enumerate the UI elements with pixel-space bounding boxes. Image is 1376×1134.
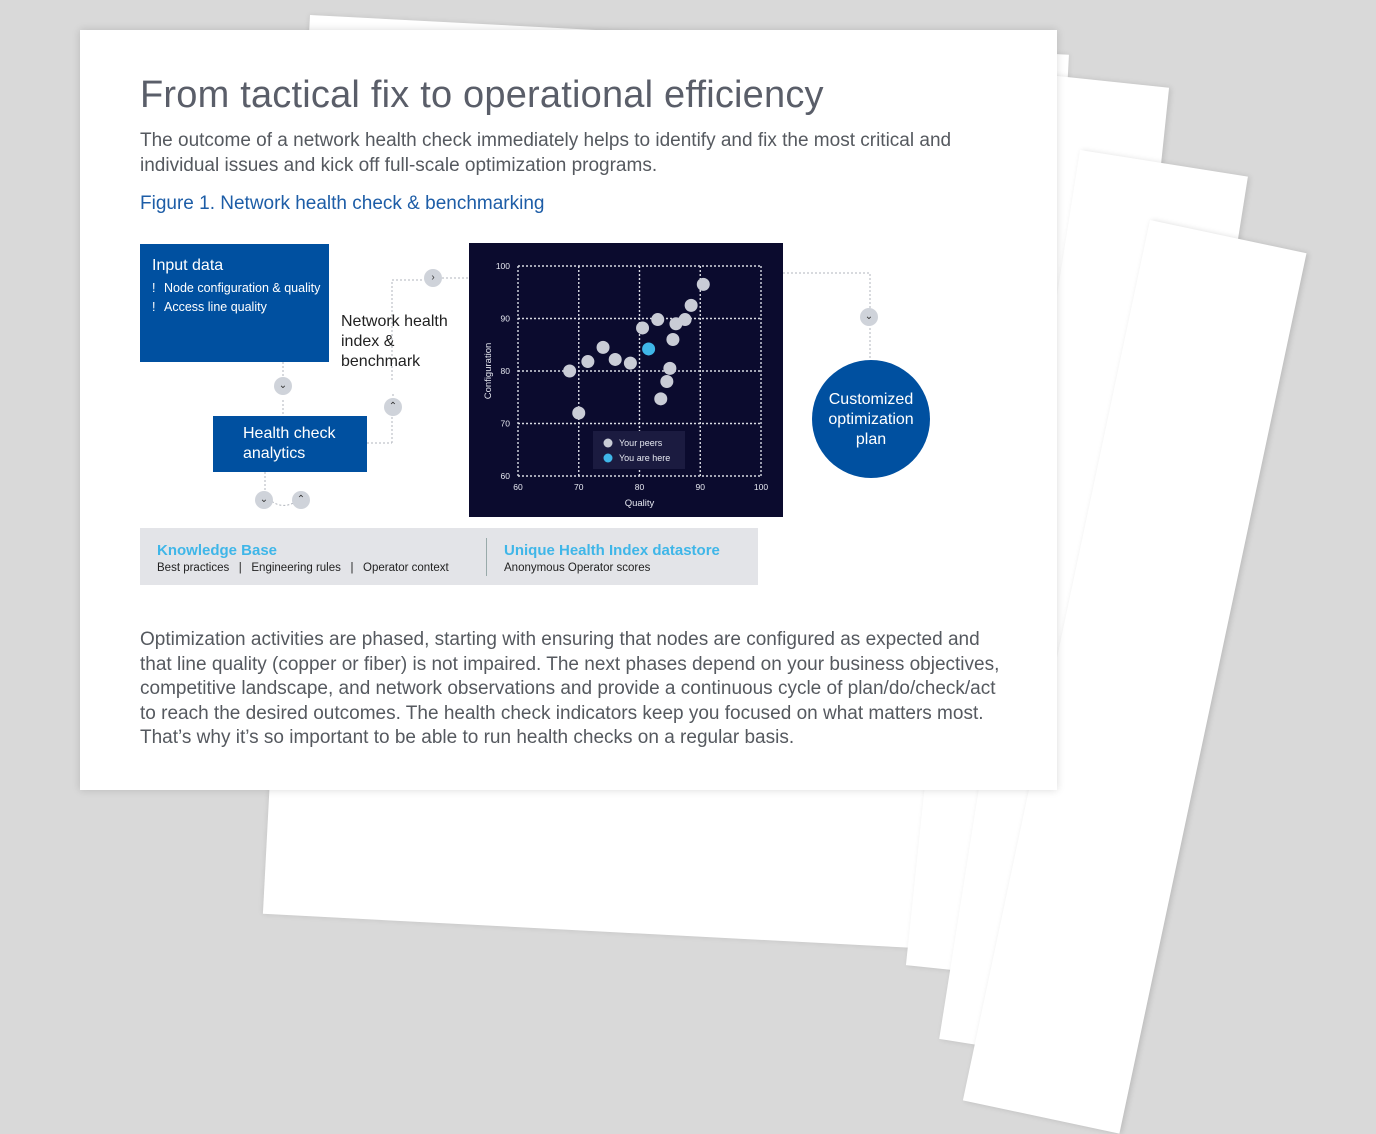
knowledge-base-subtitle: Best practices | Engineering rules | Operator context bbox=[157, 562, 449, 574]
page-title: From tactical fix to operational efficiency bbox=[140, 74, 824, 116]
x-tick-label: 80 bbox=[634, 482, 645, 492]
input-data-title: Input data bbox=[152, 257, 224, 274]
you-are-here-point bbox=[642, 342, 655, 355]
peer-point bbox=[654, 392, 667, 405]
chevron-down-icon: ⌄ bbox=[860, 308, 878, 326]
chevron-right-icon: › bbox=[424, 269, 442, 287]
y-axis-label: Configuration bbox=[483, 342, 494, 400]
bullet-icon: ! bbox=[152, 300, 156, 314]
legend-box bbox=[593, 431, 685, 469]
scatter-plot bbox=[469, 243, 783, 517]
peer-point bbox=[624, 357, 637, 370]
body-paragraph: Optimization activities are phased, starting with ensuring that nodes are configured as expected and that line quality (copper or fiber) is not impaired. The next phases depend on your business objectives, competitive landscape, and network observations and provide a continuous cycle of plan/do/check/act to reach the desired outcomes. The health check indicators keep you focused on what matters most. That’s why it’s so important to be able to run health checks on a regular basis. bbox=[140, 629, 1000, 748]
optimization-plan-circle bbox=[812, 360, 930, 478]
x-tick-label: 90 bbox=[695, 482, 705, 492]
x-tick-label: 70 bbox=[574, 482, 584, 492]
divider bbox=[486, 538, 487, 576]
knowledge-base-title: Knowledge Base bbox=[157, 542, 278, 559]
benchmark-scatter-chart bbox=[469, 243, 783, 517]
list-item: ! Access line quality bbox=[152, 300, 267, 314]
chevron-down-icon: ⌄ bbox=[255, 491, 273, 509]
health-check-analytics-box bbox=[213, 416, 367, 472]
peer-point bbox=[572, 407, 585, 420]
peer-point bbox=[563, 365, 576, 378]
document-page bbox=[80, 30, 1057, 790]
optimization-plan-label: Customized optimization plan bbox=[828, 391, 914, 448]
peer-point bbox=[685, 299, 698, 312]
datastore-subtitle: Anonymous Operator scores bbox=[504, 562, 651, 574]
legend-marker bbox=[604, 454, 613, 463]
peer-point bbox=[581, 355, 594, 368]
input-data-list bbox=[152, 280, 327, 318]
peer-point bbox=[636, 321, 649, 334]
peer-point bbox=[666, 333, 679, 346]
x-axis-label: Quality bbox=[624, 498, 655, 509]
datastore-title: Unique Health Index datastore bbox=[504, 542, 720, 559]
bullet-icon: ! bbox=[152, 281, 156, 295]
figure-caption: Figure 1. Network health check & benchmarking bbox=[140, 193, 545, 214]
peer-point bbox=[651, 313, 664, 326]
network-health-index-label: Network health index & benchmark bbox=[341, 313, 448, 370]
y-tick-label: 60 bbox=[500, 471, 510, 481]
knowledge-base-bar bbox=[140, 528, 758, 585]
peer-point bbox=[697, 278, 710, 291]
legend-marker bbox=[604, 439, 613, 448]
chevron-down-icon: ⌄ bbox=[274, 377, 292, 395]
y-tick-label: 70 bbox=[500, 418, 510, 429]
peer-point bbox=[597, 341, 610, 354]
chevron-up-icon: ⌃ bbox=[292, 491, 310, 509]
x-tick-label: 60 bbox=[513, 482, 523, 492]
list-item: ! Node configuration & quality bbox=[152, 281, 321, 295]
legend-label: You are here bbox=[619, 453, 671, 463]
peer-point bbox=[660, 375, 673, 388]
peer-point bbox=[679, 313, 692, 326]
x-tick-label: 100 bbox=[753, 482, 769, 492]
legend-label: Your peers bbox=[619, 438, 663, 448]
input-data-box bbox=[140, 244, 329, 362]
y-tick-label: 80 bbox=[500, 366, 510, 376]
lead-paragraph: The outcome of a network health check immediately helps to identify and fix the most critical and individual issues and kick off full-scale optimization programs. bbox=[140, 130, 952, 176]
y-tick-label: 100 bbox=[495, 261, 510, 271]
y-tick-label: 90 bbox=[500, 313, 510, 324]
peer-point bbox=[663, 362, 676, 375]
chevron-up-icon: ⌃ bbox=[384, 398, 402, 416]
health-check-label: Health check analytics bbox=[243, 425, 336, 462]
peer-point bbox=[609, 353, 622, 366]
